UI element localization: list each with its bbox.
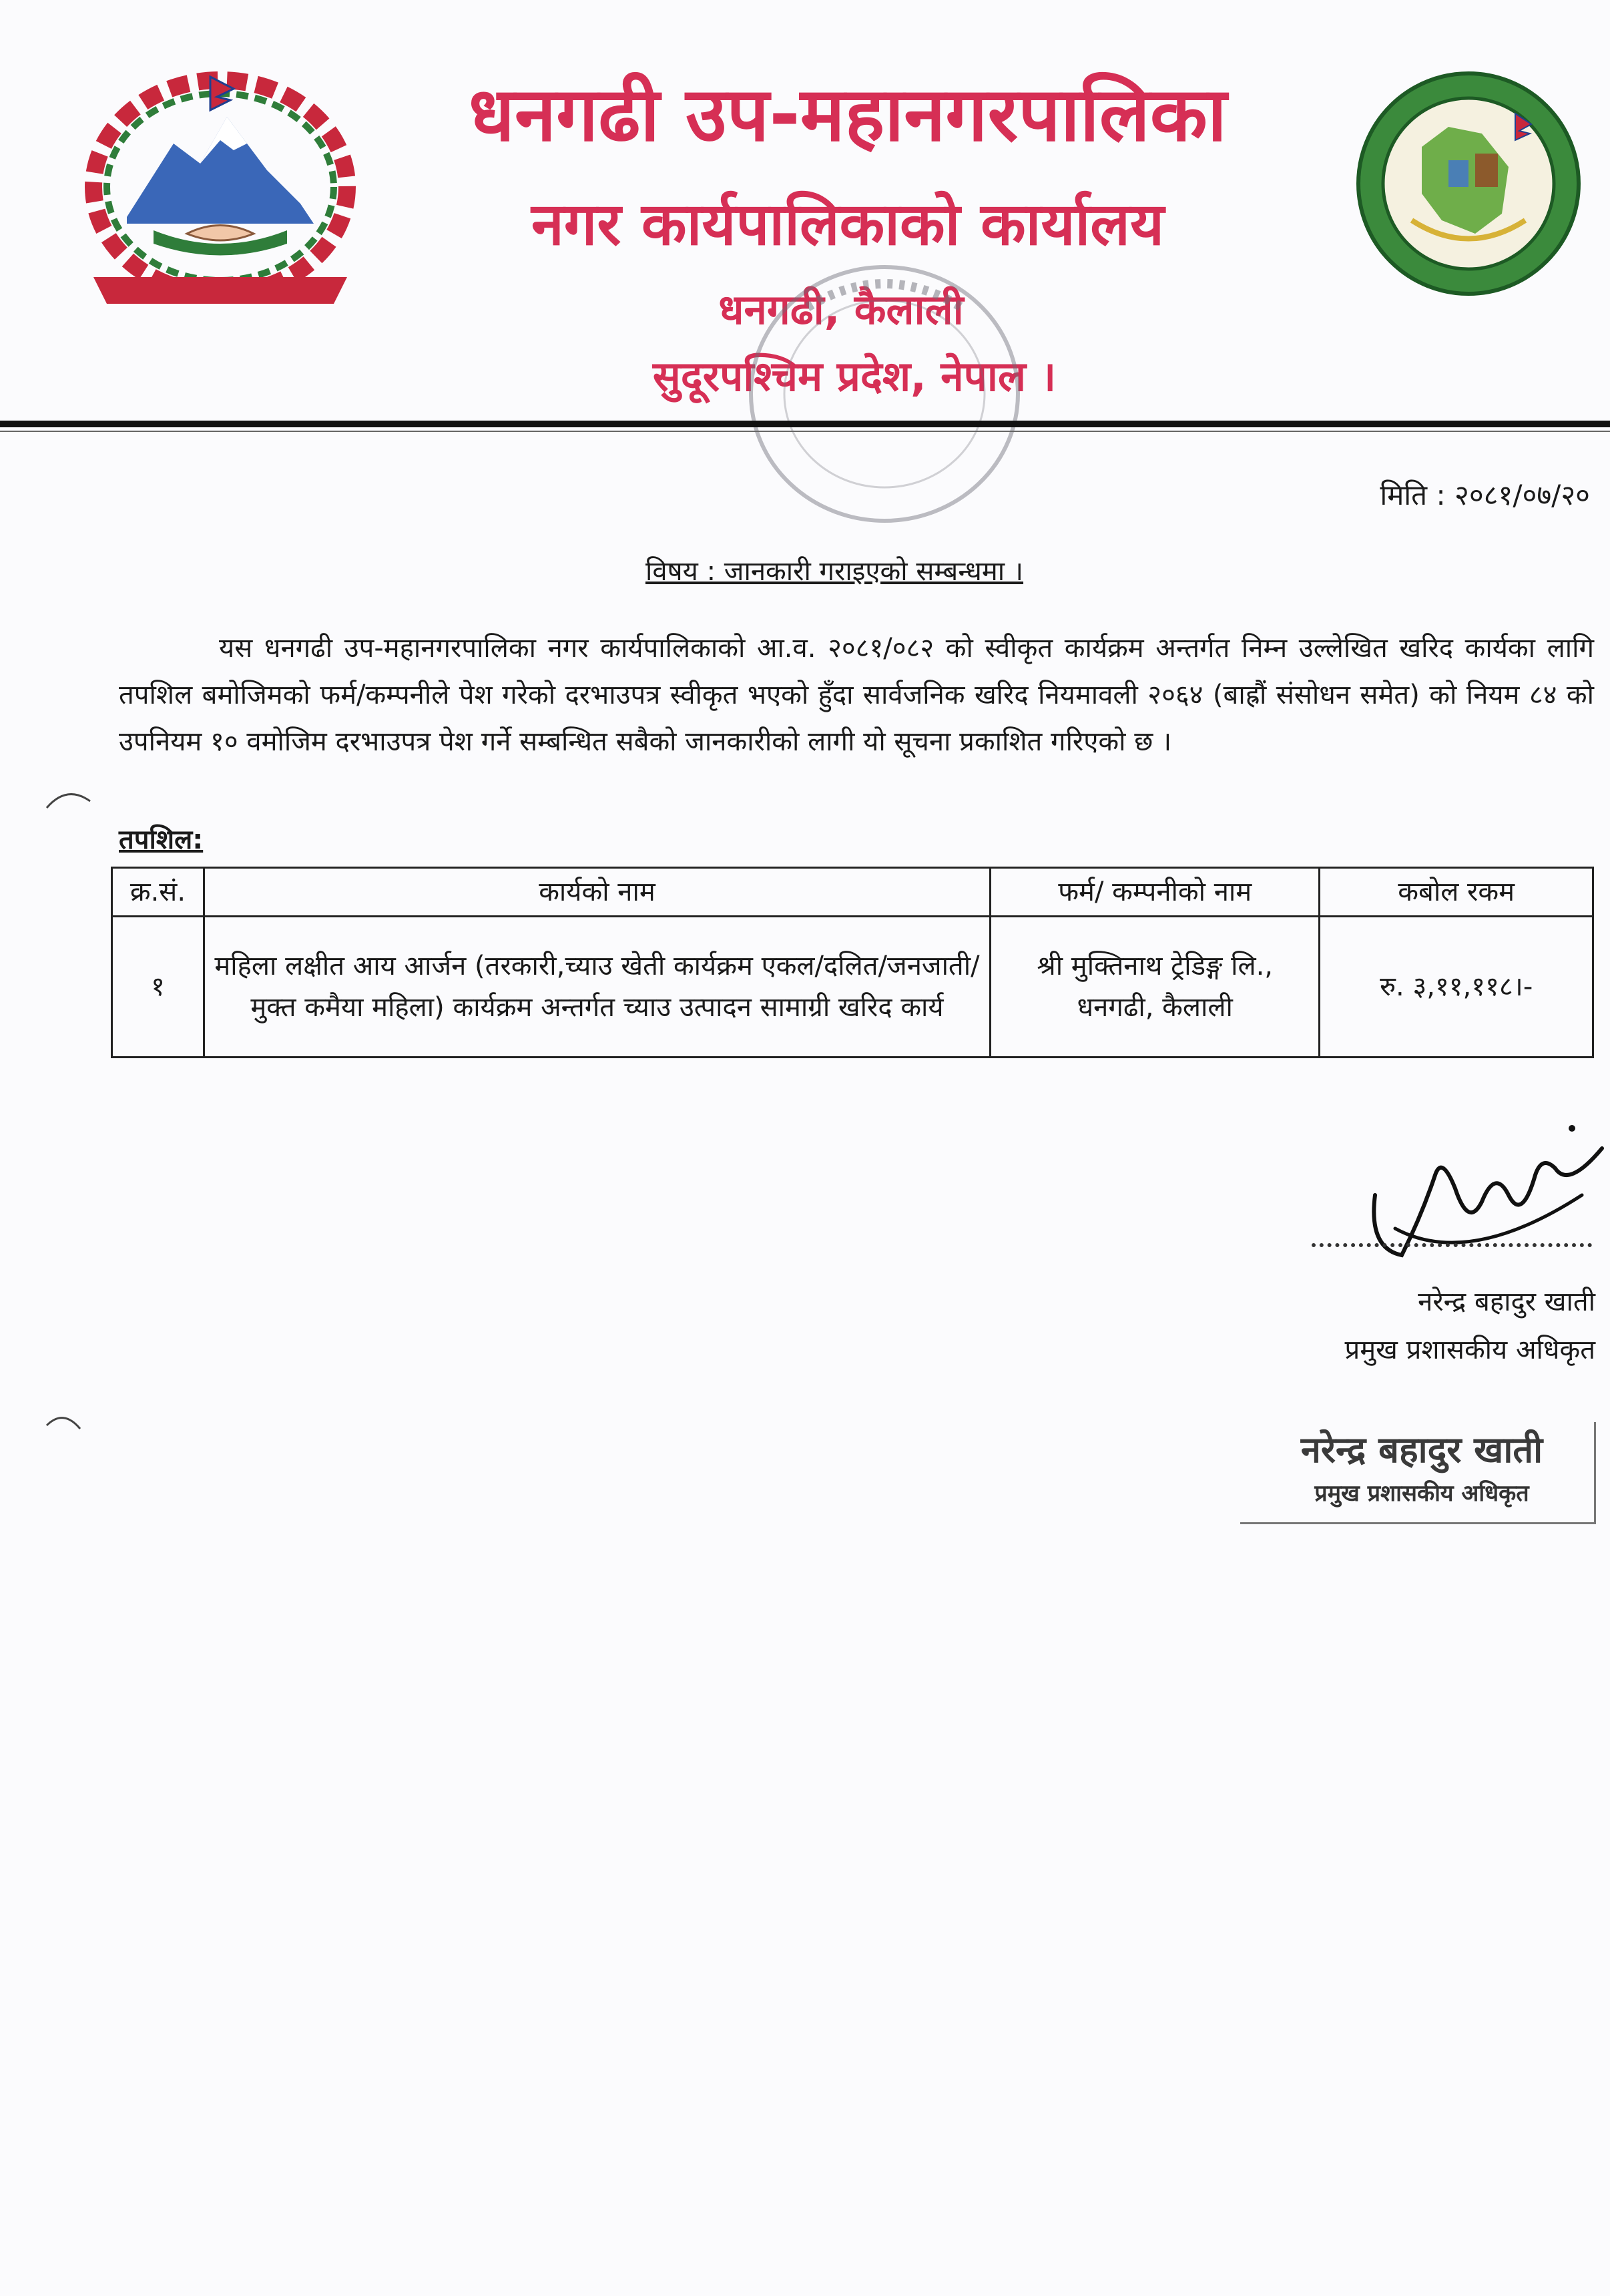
letter-date: मिति : २०८१/०७/२० bbox=[1380, 479, 1590, 511]
punch-mark-icon bbox=[40, 781, 93, 821]
signer-title: प्रमुख प्रशासकीय अधिकृत bbox=[1344, 1335, 1595, 1365]
col-header-firm: फर्म/ कम्पनीको नाम bbox=[991, 868, 1320, 917]
table-header-row bbox=[112, 868, 1593, 917]
stamp-title: प्रमुख प्रशासकीय अधिकृत bbox=[1314, 1480, 1529, 1507]
col-header-sn: क्र.सं. bbox=[112, 868, 204, 917]
header-divider bbox=[0, 421, 1610, 427]
office-location: धनगढी, कैलाली bbox=[718, 285, 964, 334]
municipality-logo bbox=[1348, 67, 1589, 300]
punch-mark-icon bbox=[37, 1402, 90, 1455]
letter-subject: विषय : जानकारी गराइएको सम्बन्धमा । bbox=[645, 556, 1024, 587]
cell-work: महिला लक्षीत आय आर्जन (तरकारी,च्याउ खेती कार्यक्रम एकल/दलित/जनजाती/मुक्त कमैया महिला) कार्यक्रम अन्तर्गत च्याउ उत्पादन सामाग्री खरिद कार्य bbox=[204, 917, 990, 1058]
municipality-title: धनगढी उप-महानगरपालिका bbox=[469, 71, 1227, 158]
award-table bbox=[111, 867, 1594, 1058]
office-title: नगर कार्यपालिकाको कार्यालय bbox=[531, 190, 1164, 258]
details-label: तपशिल: bbox=[119, 825, 204, 855]
province-line: सुदूरपश्चिम प्रदेश, नेपाल । bbox=[652, 352, 1057, 401]
signer-name: नरेन्द्र बहादुर खाती bbox=[1418, 1287, 1595, 1317]
office-round-stamp bbox=[728, 247, 1041, 541]
handwritten-signature bbox=[1268, 1095, 1610, 1289]
header-divider-thin bbox=[0, 431, 1610, 432]
stamp-name: नरेन्द्र बहादुर खाती bbox=[1300, 1429, 1543, 1471]
cell-amount: रु. ३,११,११८।- bbox=[1320, 917, 1593, 1058]
letter-body: यस धनगढी उप-महानगरपालिका नगर कार्यपालिकाको आ.व. २०८१/०८२ को स्वीकृत कार्यक्रम अन्तर्गत निम्न उल्लेखित खरिद कार्यका लागि तपशिल बमोजिमको फर्म/कम्पनीले पेश गरेको दरभाउपत्र स्वीकृत भएको हुँदा सार्वजनिक खरिद नियमावली २०६४ (बाह्रौं संसोधन समेत) को नियम ८४ को उपनियम १० वमोजिम दरभाउपत्र पेश गर्ने सम्बन्धित सबैको जानकारीको लागी यो सूचना प्रकाशित गरिएको छ । bbox=[119, 633, 1594, 757]
col-header-work: कार्यको नाम bbox=[204, 868, 990, 917]
cell-firm: श्री मुक्तिनाथ ट्रेडिङ्ग लि., धनगढी, कैलाली bbox=[991, 917, 1320, 1058]
signature-line bbox=[1312, 1243, 1592, 1247]
col-header-amount: कबोल रकम bbox=[1320, 868, 1593, 917]
cell-sn: १ bbox=[112, 917, 204, 1058]
nepal-emblem-logo bbox=[67, 63, 374, 317]
table-row bbox=[112, 917, 1593, 1058]
